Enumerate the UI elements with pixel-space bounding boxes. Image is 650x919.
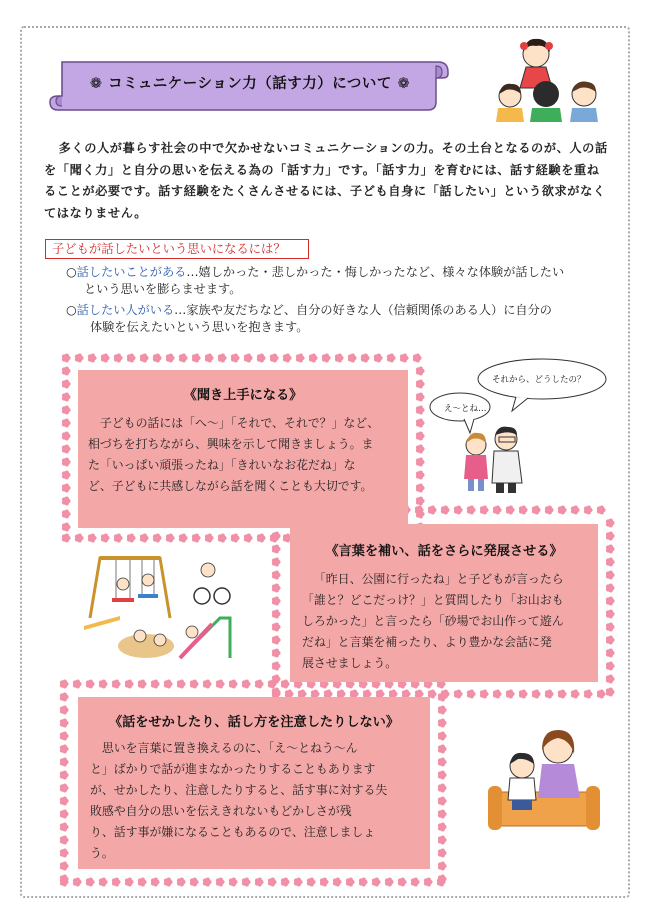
cherry-blossom-mark	[571, 690, 580, 699]
card-line: しろかった」と言ったら「砂場でお山作って遊ん	[302, 614, 564, 628]
card-expanding	[290, 524, 598, 682]
cherry-blossom-mark	[62, 445, 71, 454]
cherry-blossom-mark	[545, 690, 554, 699]
cherry-blossom-mark	[75, 354, 84, 363]
cherry-blossom-mark	[346, 878, 355, 887]
cherry-blossom-mark	[480, 506, 489, 515]
cherry-blossom-mark	[244, 534, 253, 543]
cherry-blossom-mark	[62, 367, 71, 376]
cherry-blossom-mark	[438, 706, 447, 715]
cherry-blossom-mark	[99, 878, 108, 887]
cherry-blossom-mark	[140, 354, 149, 363]
cherry-blossom-mark	[272, 649, 281, 658]
cherry-blossom-mark	[62, 419, 71, 428]
card-line: 思いを言葉に置き換えるのに、「え～とねう～ん	[101, 741, 358, 755]
cherry-blossom-mark	[272, 545, 281, 554]
cherry-blossom-mark	[372, 878, 381, 887]
cherry-blossom-mark	[203, 680, 212, 689]
card-line: が、せかしたり、注意したりすると、話す事に対する失	[90, 783, 388, 797]
page-title: ❁ コミュニケーション力（話す力）について ❁	[89, 76, 411, 92]
cherry-blossom-mark	[244, 354, 253, 363]
cherry-blossom-mark	[60, 836, 69, 845]
cherry-blossom-mark	[62, 393, 71, 402]
cherry-blossom-mark	[179, 354, 188, 363]
cherry-blossom-mark	[272, 597, 281, 606]
flower-icon: ❁	[89, 76, 109, 92]
cherry-blossom-mark	[272, 662, 281, 671]
cherry-blossom-mark	[558, 690, 567, 699]
cherry-blossom-mark	[309, 354, 318, 363]
cherry-blossom-mark	[125, 680, 134, 689]
cherry-blossom-mark	[242, 878, 251, 887]
cherry-blossom-mark	[454, 506, 463, 515]
bullet-label: 話したい人がいる	[76, 303, 175, 317]
cherry-blossom-mark	[467, 506, 476, 515]
cherry-blossom-mark	[438, 797, 447, 806]
cherry-blossom-mark	[86, 680, 95, 689]
card-listening	[78, 370, 408, 528]
cherry-blossom-mark	[101, 354, 110, 363]
cherry-blossom-mark	[348, 354, 357, 363]
cherry-blossom-mark	[88, 354, 97, 363]
cherry-blossom-mark	[216, 680, 225, 689]
card-line: 敗感や自分の思いを伝えきれないもどかしさが残	[90, 804, 352, 818]
cherry-blossom-mark	[416, 497, 425, 506]
cherry-blossom-mark	[231, 534, 240, 543]
card-line: だね」と言葉を補ったり、より豊かな会話に発	[302, 635, 552, 649]
cherry-blossom-mark	[62, 523, 71, 532]
cherry-blossom-mark	[60, 810, 69, 819]
card-no-rushing	[78, 697, 430, 869]
cherry-blossom-mark	[231, 354, 240, 363]
cherry-blossom-mark	[112, 680, 121, 689]
speech-bubble-small: え～とね…	[444, 404, 487, 414]
cherry-blossom-mark	[320, 878, 329, 887]
cherry-blossom-mark	[60, 745, 69, 754]
bullet-label: 話したいことがある	[76, 265, 187, 279]
cherry-blossom-mark	[606, 558, 615, 567]
cherry-blossom-mark	[532, 506, 541, 515]
cherry-blossom-mark	[138, 680, 147, 689]
cherry-blossom-mark	[467, 690, 476, 699]
cherry-blossom-mark	[60, 862, 69, 871]
cherry-blossom-mark	[438, 784, 447, 793]
cherry-blossom-mark	[205, 534, 214, 543]
cherry-blossom-mark	[114, 354, 123, 363]
cherry-blossom-mark	[606, 545, 615, 554]
cherry-blossom-mark	[190, 878, 199, 887]
cherry-blossom-mark	[597, 506, 606, 515]
cherry-blossom-mark	[62, 471, 71, 480]
cherry-blossom-mark	[151, 680, 160, 689]
cherry-blossom-mark	[584, 690, 593, 699]
cherry-blossom-mark	[192, 534, 201, 543]
cherry-blossom-mark	[62, 497, 71, 506]
cherry-blossom-mark	[62, 432, 71, 441]
cherry-blossom-mark	[438, 810, 447, 819]
cherry-blossom-mark	[127, 534, 136, 543]
cherry-blossom-mark	[606, 571, 615, 580]
cherry-blossom-mark	[411, 878, 420, 887]
cherry-blossom-mark	[60, 849, 69, 858]
speech-bubble-large: それから、どうしたの？	[492, 375, 586, 385]
cherry-blossom-mark	[606, 584, 615, 593]
intro-paragraph: 多くの人が暮らす社会の中で欠かせないコミュニケーションの力。その土台となるのが、人の話を「聞く力」と自分の思いを伝える為の「話す力」です。「話す力」を育むには、話す経験を重ねることが必要です。話す経験をたくさんさせるには、子ども自身に「話したい」という欲求がなくてはなりません。	[44, 141, 608, 220]
card-title: 《言葉を補い、話をさらに発展させる》	[325, 544, 563, 559]
playground-illustration	[80, 548, 240, 670]
cherry-blossom-mark	[257, 534, 266, 543]
cherry-blossom-mark	[281, 680, 290, 689]
cherry-blossom-mark	[88, 534, 97, 543]
card-line: 「昨日、公園に行ったね」と子どもが言ったら	[313, 572, 564, 586]
cherry-blossom-mark	[283, 354, 292, 363]
cherry-blossom-mark	[179, 534, 188, 543]
cherry-blossom-mark	[519, 506, 528, 515]
cherry-blossom-mark	[606, 636, 615, 645]
cherry-blossom-mark	[506, 506, 515, 515]
cherry-blossom-mark	[242, 680, 251, 689]
card-line: ど、子どもに共感しながら話を聞くことも大切です。	[88, 479, 373, 493]
cherry-blossom-mark	[138, 878, 147, 887]
cherry-blossom-mark	[62, 406, 71, 415]
cherry-blossom-mark	[545, 506, 554, 515]
cherry-blossom-mark	[322, 354, 331, 363]
cherry-blossom-mark	[99, 680, 108, 689]
cherry-blossom-mark	[205, 354, 214, 363]
cherry-blossom-mark	[60, 823, 69, 832]
cherry-blossom-mark	[62, 458, 71, 467]
cherry-blossom-mark	[438, 862, 447, 871]
card-line: た「いっぱい頑張ったね」「きれいなお花だね」な	[88, 458, 356, 472]
cherry-blossom-mark	[400, 354, 409, 363]
cherry-blossom-mark	[60, 732, 69, 741]
cherry-blossom-mark	[60, 784, 69, 793]
cherry-blossom-mark	[153, 354, 162, 363]
cherry-blossom-mark	[255, 680, 264, 689]
cherry-blossom-mark	[218, 534, 227, 543]
cherry-blossom-mark	[229, 680, 238, 689]
card-line: 展させましょう。	[302, 656, 398, 670]
cherry-blossom-mark	[606, 675, 615, 684]
cherry-blossom-mark	[125, 878, 134, 887]
cherry-blossom-mark	[558, 506, 567, 515]
cherry-blossom-mark	[272, 532, 281, 541]
cherry-blossom-mark	[164, 680, 173, 689]
cherry-blossom-mark	[398, 878, 407, 887]
cherry-blossom-mark	[438, 732, 447, 741]
cherry-blossom-mark	[493, 690, 502, 699]
card-line: と」ばかりで話が進まなかったりすることもあります	[90, 762, 376, 776]
cherry-blossom-mark	[101, 534, 110, 543]
cherry-blossom-mark	[307, 878, 316, 887]
cherry-blossom-mark	[571, 506, 580, 515]
cherry-blossom-mark	[177, 680, 186, 689]
cherry-blossom-mark	[606, 688, 615, 697]
cherry-blossom-mark	[335, 354, 344, 363]
list-item: ○話したい人がいる…家族や友だちなど、自分の好きな人（信頼関係のある人）に自分の 体験を伝えたいという思いを抱きます。	[66, 303, 552, 334]
cherry-blossom-mark	[190, 680, 199, 689]
cherry-blossom-mark	[60, 797, 69, 806]
list-item: ○話したいことがある…嬉しかった・悲しかった・悔しかったなど、様々な体験が話したい という思いを膨らませます。	[66, 265, 565, 296]
cherry-blossom-mark	[438, 823, 447, 832]
cherry-blossom-mark	[438, 758, 447, 767]
card-line: り、話す事が嫌になることもあるので、注意しましょ	[90, 825, 376, 839]
cherry-blossom-mark	[140, 534, 149, 543]
cherry-blossom-mark	[62, 534, 71, 543]
cherry-blossom-mark	[177, 878, 186, 887]
cherry-blossom-mark	[359, 878, 368, 887]
cherry-blossom-mark	[112, 878, 121, 887]
cherry-blossom-mark	[374, 354, 383, 363]
cherry-blossom-mark	[73, 680, 82, 689]
flower-icon: ❁	[391, 76, 411, 92]
cherry-blossom-mark	[606, 597, 615, 606]
cherry-blossom-mark	[606, 623, 615, 632]
cherry-blossom-mark	[480, 690, 489, 699]
cherry-blossom-mark	[438, 719, 447, 728]
cherry-blossom-mark	[257, 354, 266, 363]
cherry-blossom-mark	[272, 623, 281, 632]
cherry-blossom-mark	[62, 380, 71, 389]
cherry-blossom-mark	[272, 571, 281, 580]
cherry-blossom-mark	[296, 354, 305, 363]
question-label: 子どもが話したいという思いになるには？	[52, 242, 286, 256]
cherry-blossom-mark	[294, 878, 303, 887]
card-line: う。	[90, 846, 114, 860]
cherry-blossom-mark	[385, 878, 394, 887]
cherry-blossom-mark	[606, 662, 615, 671]
cherry-blossom-mark	[281, 878, 290, 887]
cherry-blossom-mark	[75, 534, 84, 543]
cherry-blossom-mark	[127, 354, 136, 363]
card-title: 《聞き上手になる》	[183, 388, 303, 403]
card-line: 相づちを打ちながら、興味を示して聞きましょう。ま	[88, 437, 374, 451]
cherry-blossom-mark	[60, 693, 69, 702]
card-line: 「誰と？どこだっけ？」と質問したり「お山おも	[302, 593, 564, 607]
cherry-blossom-mark	[270, 354, 279, 363]
cherry-blossom-mark	[441, 506, 450, 515]
cherry-blossom-mark	[203, 878, 212, 887]
cherry-blossom-mark	[229, 878, 238, 887]
cherry-blossom-mark	[272, 558, 281, 567]
cherry-blossom-mark	[532, 690, 541, 699]
cherry-blossom-mark	[62, 484, 71, 493]
cherry-blossom-mark	[597, 690, 606, 699]
cherry-blossom-mark	[506, 690, 515, 699]
cherry-blossom-mark	[438, 745, 447, 754]
cherry-blossom-mark	[438, 849, 447, 858]
cherry-blossom-mark	[60, 719, 69, 728]
cherry-blossom-mark	[151, 878, 160, 887]
cherry-blossom-mark	[216, 878, 225, 887]
cherry-blossom-mark	[606, 610, 615, 619]
cherry-blossom-mark	[60, 680, 69, 689]
cherry-blossom-mark	[333, 878, 342, 887]
cherry-blossom-mark	[60, 758, 69, 767]
cherry-blossom-mark	[60, 706, 69, 715]
cherry-blossom-mark	[218, 354, 227, 363]
cherry-blossom-mark	[153, 534, 162, 543]
cherry-blossom-mark	[272, 610, 281, 619]
cherry-blossom-mark	[361, 354, 370, 363]
cherry-blossom-mark	[584, 506, 593, 515]
card-line: 子どもの話には「へ～」「それで、それで？」など、	[99, 416, 380, 430]
cherry-blossom-mark	[606, 519, 615, 528]
cherry-blossom-mark	[424, 878, 433, 887]
cherry-blossom-mark	[387, 354, 396, 363]
cherry-blossom-mark	[272, 584, 281, 593]
cherry-blossom-mark	[272, 636, 281, 645]
cherry-blossom-mark	[62, 510, 71, 519]
cherry-blossom-mark	[428, 506, 437, 515]
cherry-blossom-mark	[192, 354, 201, 363]
cherry-blossom-mark	[164, 878, 173, 887]
cherry-blossom-mark	[255, 878, 264, 887]
cherry-blossom-mark	[268, 878, 277, 887]
cherry-blossom-mark	[493, 506, 502, 515]
card-title: 《話をせかしたり、話し方を注意したりしない》	[108, 715, 400, 730]
cherry-blossom-mark	[454, 690, 463, 699]
cherry-blossom-mark	[438, 771, 447, 780]
cherry-blossom-mark	[73, 878, 82, 887]
cherry-blossom-mark	[166, 534, 175, 543]
cherry-blossom-mark	[86, 878, 95, 887]
cherry-blossom-mark	[60, 771, 69, 780]
cherry-blossom-mark	[606, 649, 615, 658]
cherry-blossom-mark	[114, 534, 123, 543]
cherry-blossom-mark	[166, 354, 175, 363]
cherry-blossom-mark	[62, 354, 71, 363]
mother-child-sofa-illustration	[488, 726, 600, 836]
cherry-blossom-mark	[438, 836, 447, 845]
cherry-blossom-mark	[606, 532, 615, 541]
cherry-blossom-mark	[519, 690, 528, 699]
